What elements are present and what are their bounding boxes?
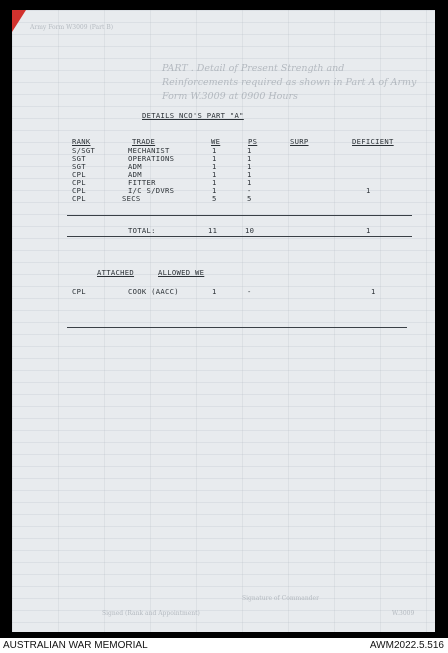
column-header-trade: TRADE [132,137,156,146]
rank-cell: CPL [72,194,86,203]
accession-number: AWM2022.5.516 [369,640,444,651]
ps-cell: 1 [247,154,252,163]
column-header-deficient: DEFICIENT [352,137,394,146]
attached-heading: ATTACHED [97,268,135,277]
rule-above-total [67,215,412,216]
trade-cell: SECS [122,194,141,203]
bleed-through-footer: Signature of Commander [242,595,319,602]
trade-cell: OPERATIONS [128,154,175,163]
rank-cell: SGT [72,154,86,163]
allowed-we-heading: ALLOWED WE [158,268,205,277]
section-heading: DETAILS NCO'S PART "A" [142,111,244,120]
we-cell: 1 [212,162,217,171]
rank-cell: CPL [72,170,86,179]
document-page [12,10,435,632]
bleed-through-footer-2: Signed (Rank and Appointment) [102,610,200,617]
trade-cell: COOK (AACC) [128,287,179,296]
rank-cell: CPL [72,287,86,296]
column-header-rank: RANK [72,137,91,146]
archive-caption-bar [0,638,448,653]
rank-cell: S/SGT [72,146,96,155]
ps-cell: 5 [247,194,252,203]
bleed-through-form-number: Army Form W3009 (Part B) [30,24,114,31]
we-cell: 1 [212,170,217,179]
trade-cell: ADM [128,162,142,171]
red-corner-mark [12,10,26,32]
column-header-surp: SURP [290,137,309,146]
deficient-cell: 1 [366,186,371,195]
ps-cell: - [247,287,252,296]
total-ps: 10 [245,226,255,235]
we-cell: 1 [212,178,217,187]
we-cell: 1 [212,154,217,163]
ps-cell: 1 [247,170,252,179]
column-header-ps: PS [248,137,258,146]
we-cell: 1 [212,287,217,296]
bleed-through-form-ref: W.3009 [392,610,415,617]
institution-name: AUSTRALIAN WAR MEMORIAL [3,640,148,651]
bleed-through-form-title: PART . Detail of Present Strength and Reinforcements required as shown in Part A of Army Form W.3009 at 0900 Hours [162,63,417,102]
we-cell: 5 [212,194,217,203]
deficient-cell: 1 [371,287,376,296]
ps-cell: 1 [247,178,252,187]
rank-cell: CPL [72,178,86,187]
total-deficient: 1 [366,226,371,235]
column-header-we: WE [211,137,221,146]
ps-cell: 1 [247,162,252,171]
we-cell: 1 [212,186,217,195]
trade-cell: ADM [128,170,142,179]
trade-cell: I/C S/DVRS [128,186,175,195]
rule-below-total [67,236,412,237]
total-we: 11 [208,226,218,235]
we-cell: 1 [212,146,217,155]
rank-cell: SGT [72,162,86,171]
ps-cell: - [247,186,252,195]
ps-cell: 1 [247,146,252,155]
rule-below-attached [67,327,407,328]
trade-cell: FITTER [128,178,156,187]
total-label: TOTAL: [128,226,156,235]
trade-cell: MECHANIST [128,146,170,155]
rank-cell: CPL [72,186,86,195]
